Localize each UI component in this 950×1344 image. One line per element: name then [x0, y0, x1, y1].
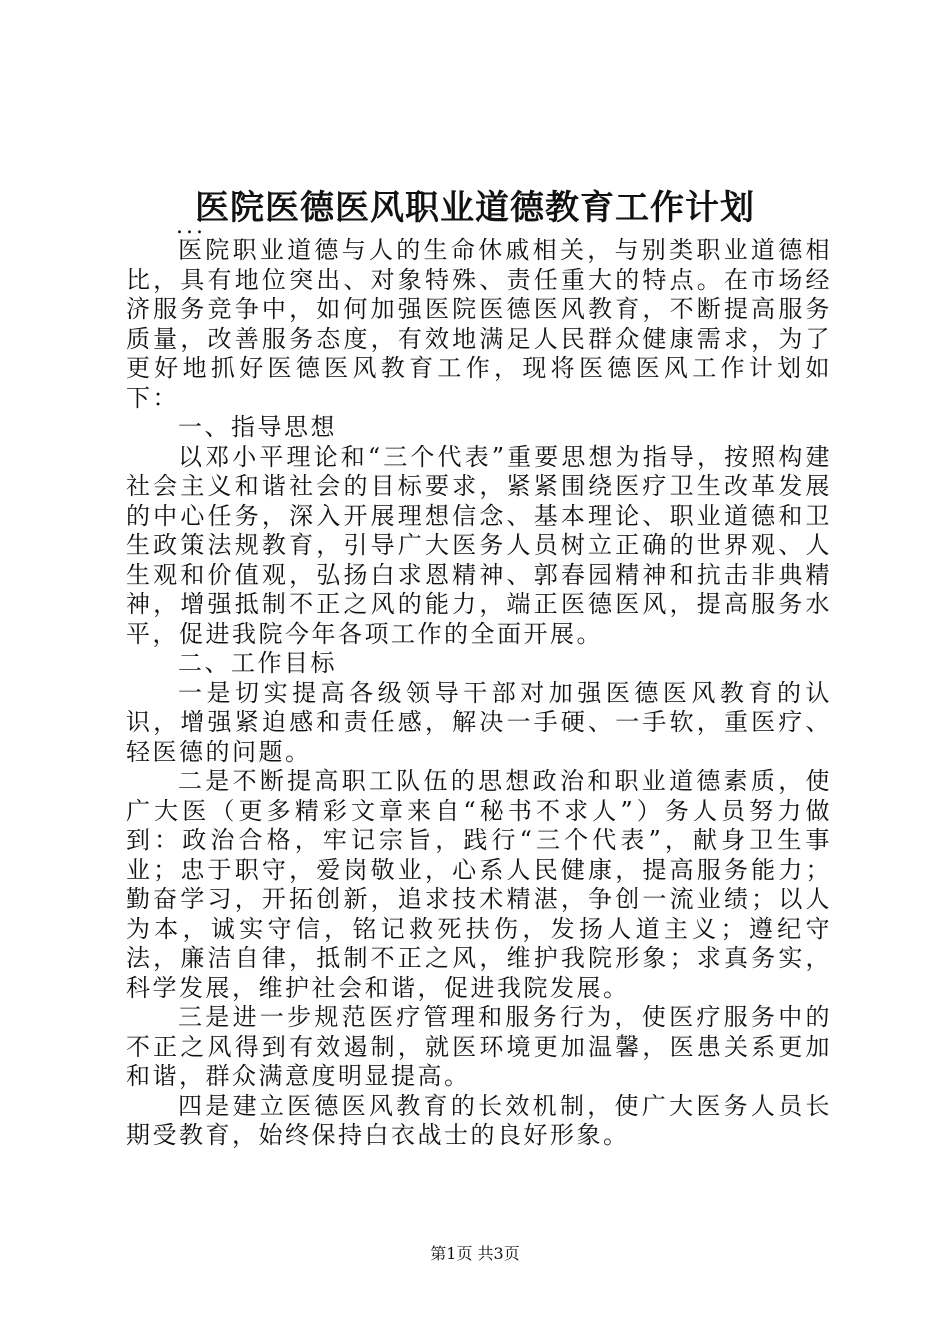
document-title: 医院医德医风职业道德教育工作计划: [195, 188, 755, 228]
page-footer: 第1页 共3页: [430, 1244, 520, 1263]
paragraph-goal-four: 四是建立医德医风教育的长效机制，使广大医务人员长期受教育，始终保持白衣战士的良好形象。: [126, 1091, 832, 1149]
document-body: [126, 236, 832, 1151]
paragraph-goal-three: 三是进一步规范医疗管理和服务行为，使医疗服务中的不正之风得到有效遏制，就医环境更加温馨，医患关系更加和谐，群众满意度明显提高。: [126, 1003, 832, 1090]
paragraph-goal-two: 二是不断提高职工队伍的思想政治和职业道德素质，使广大医（更多精彩文章来自“秘书不求人”）务人员努力做到：政治合格，牢记宗旨，践行“三个代表”，献身卫生事业；忠于职守，爱岗敬业，心系人民健康，提高服务能力；勤奋学习，开拓创新，追求技术精湛，争创一流业绩；以人为本，诚实守信，铭记救死扶伤，发扬人道主义；遵纪守法，廉洁自律，抵制不正之风，维护我院形象；求真务实，科学发展，维护社会和谐，促进我院发展。: [126, 767, 832, 1002]
ellipsis-marker: ...: [176, 214, 206, 239]
paragraph-intro: 医院职业道德与人的生命休戚相关，与别类职业道德相比，具有地位突出、对象特殊、责任重大的特点。在市场经济服务竞争中，如何加强医院医德医风教育，不断提高服务质量，改善服务态度，有效地满足人民群众健康需求，为了更好地抓好医德医风教育工作，现将医德医风工作计划如下：: [126, 236, 832, 412]
heading-work-goals: 二、工作目标: [178, 649, 337, 677]
paragraph-guiding-thought: 以邓小平理论和“三个代表”重要思想为指导，按照构建社会主义和谐社会的目标要求，紧紧围绕医疗卫生改革发展的中心任务，深入开展理想信念、基本理论、职业道德和卫生政策法规教育，引导广大医务人员树立正确的世界观、人生观和价值观，弘扬白求恩精神、郭春园精神和抗击非典精神，增强抵制不正之风的能力，端正医德医风，提高服务水平，促进我院今年各项工作的全面开展。: [126, 442, 832, 648]
paragraph-goal-one: 一是切实提高各级领导干部对加强医德医风教育的认识，增强紧迫感和责任感，解决一手硬、一手软，重医疗、轻医德的问题。: [126, 678, 832, 766]
heading-guiding-thought: 一、指导思想: [178, 413, 337, 441]
